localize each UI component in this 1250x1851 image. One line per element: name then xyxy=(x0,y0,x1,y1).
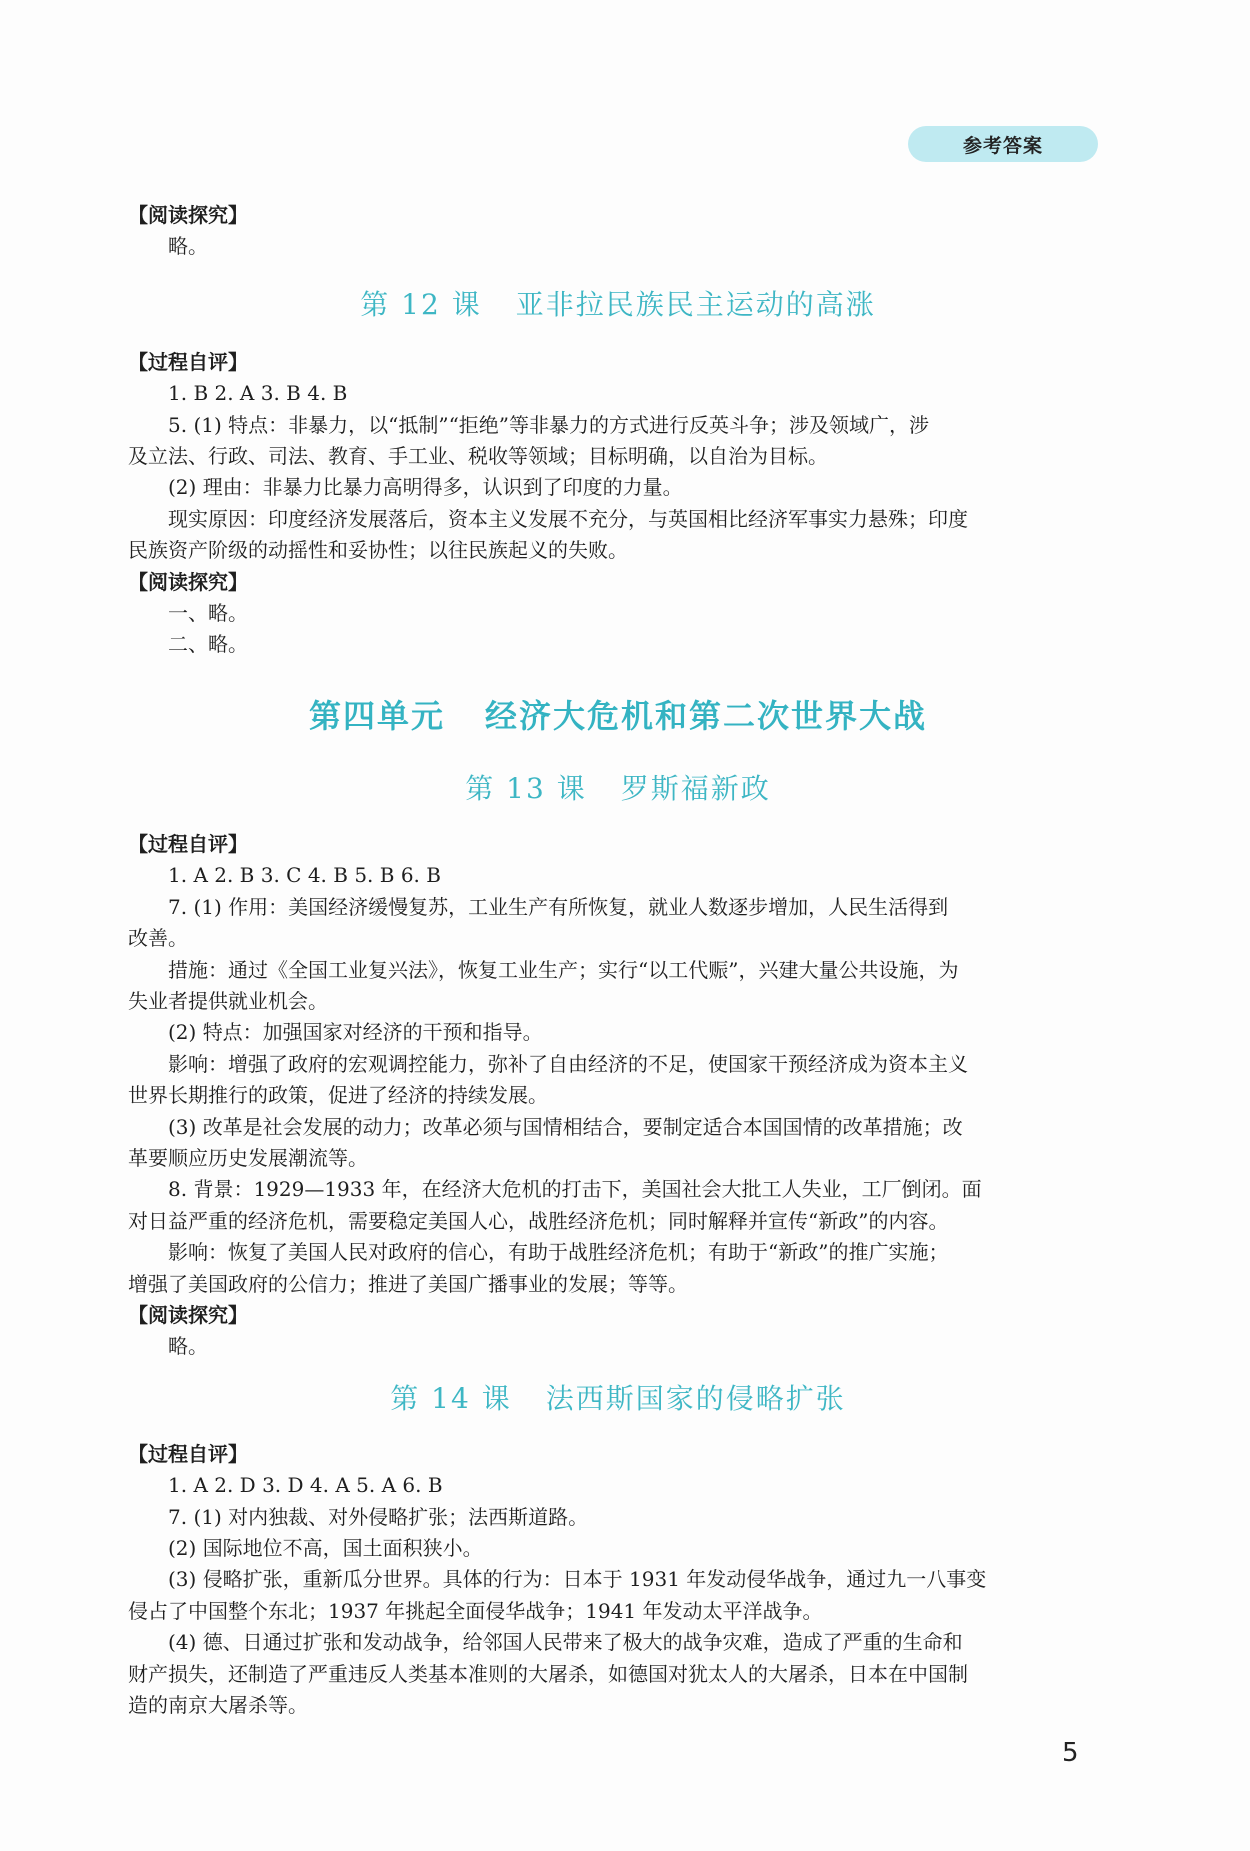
lesson-13-title: 罗斯福新政 xyxy=(620,771,771,805)
answer-text: 措施：通过《全国工业复兴法》，恢复工业生产；实行“以工代赈”，兴建大量公共设施，为 xyxy=(168,957,959,982)
answers-line: 1. A 2. D 3. D 4. A 5. A 6. B xyxy=(168,1473,443,1498)
answer-text: 侵占了中国整个东北；1937 年挑起全面侵华战争；1941 年发动太平洋战争。 xyxy=(128,1598,823,1623)
reading-text: 二、略。 xyxy=(168,632,248,657)
reading-label: 【阅读探究】 xyxy=(128,569,248,594)
answer-text: 对日益严重的经济危机，需要稳定美国人心，战胜经济危机；同时解释并宣传“新政”的内容。 xyxy=(128,1208,949,1233)
answer-text: 民族资产阶级的动摇性和妥协性；以往民族起义的失败。 xyxy=(128,538,628,563)
answer-text: 影响：增强了政府的宏观调控能力，弥补了自由经济的不足，使国家干预经济成为资本主义 xyxy=(168,1051,968,1076)
answer-text: 现实原因：印度经济发展落后，资本主义发展不充分，与英国相比经济军事实力悬殊；印度 xyxy=(168,506,968,531)
lesson-14-heading xyxy=(128,1377,1108,1421)
answer-text: 及立法、行政、司法、教育、手工业、税收等领域；目标明确，以自治为目标。 xyxy=(128,444,828,469)
answer-key-tab-label: 参考答案 xyxy=(962,134,1043,157)
self-eval-label: 【过程自评】 xyxy=(128,831,248,856)
answer-text: (2) 理由：非暴力比暴力高明得多，认识到了印度的力量。 xyxy=(168,475,683,500)
answer-text: 失业者提供就业机会。 xyxy=(128,988,328,1013)
page-number: 5 xyxy=(1062,1738,1079,1768)
answer-text: 世界长期推行的政策，促进了经济的持续发展。 xyxy=(128,1083,548,1108)
reading-label: 【阅读探究】 xyxy=(128,203,248,227)
unit-4-title: 经济大危机和第二次世界大战 xyxy=(485,696,928,735)
unit-4-number: 第四单元 xyxy=(308,696,445,735)
answer-text: 5. (1) 特点：非暴力，以“抵制”“拒绝”等非暴力的方式进行反英斗争；涉及领域广，涉 xyxy=(168,412,930,437)
answer-key-tab xyxy=(908,126,1098,162)
lesson-12-number: 第 12 课 xyxy=(360,287,482,321)
answer-text: 增强了美国政府的公信力；推进了美国广播事业的发展；等等。 xyxy=(128,1271,688,1296)
answer-text: (3) 改革是社会发展的动力；改革必须与国情相结合，要制定适合本国国情的改革措施；改 xyxy=(168,1114,963,1139)
answer-text: (4) 德、日通过扩张和发动战争，给邻国人民带来了极大的战争灾难，造成了严重的生命和 xyxy=(168,1630,963,1655)
self-eval-label: 【过程自评】 xyxy=(128,349,248,374)
lesson-12-heading xyxy=(128,283,1108,327)
answer-text: 影响：恢复了美国人民对政府的信心，有助于战胜经济危机；有助于“新政”的推广实施； xyxy=(168,1240,949,1265)
answer-text: 7. (1) 对内独裁、对外侵略扩张；法西斯道路。 xyxy=(168,1504,589,1529)
answer-text: (2) 特点：加强国家对经济的干预和指导。 xyxy=(168,1020,543,1045)
reading-label: 【阅读探究】 xyxy=(128,1302,248,1327)
answer-text: 7. (1) 作用：美国经济缓慢复苏，工业生产有所恢复，就业人数逐步增加，人民生活得到 xyxy=(168,894,949,919)
answer-text: 8. 背景：1929—1933 年，在经济大危机的打击下，美国社会大批工人失业，工厂倒闭。面 xyxy=(168,1177,982,1202)
lesson-14-title: 法西斯国家的侵略扩张 xyxy=(545,1381,846,1415)
reading-text: 一、略。 xyxy=(168,601,248,626)
lesson-12-title: 亚非拉民族民主运动的高涨 xyxy=(515,287,876,321)
answers-line: 1. B 2. A 3. B 4. B xyxy=(168,381,348,406)
answer-text: 革要顺应历史发展潮流等。 xyxy=(128,1145,368,1170)
lesson-13-number: 第 13 课 xyxy=(465,771,587,805)
answers-line: 1. A 2. B 3. C 4. B 5. B 6. B xyxy=(168,863,441,888)
answer-text: 改善。 xyxy=(128,926,188,951)
lesson-14-number: 第 14 课 xyxy=(390,1381,512,1415)
answer-text: (2) 国际地位不高，国土面积狭小。 xyxy=(168,1536,483,1560)
unit-4-heading xyxy=(128,691,1108,735)
answer-text: 财产损失，还制造了严重违反人类基本准则的大屠杀，如德国对犹太人的大屠杀，日本在中国制 xyxy=(128,1661,968,1686)
answer-text: 造的南京大屠杀等。 xyxy=(128,1693,308,1718)
page-content xyxy=(128,200,1108,1721)
reading-text: 略。 xyxy=(168,1334,208,1359)
lesson-13-heading xyxy=(128,767,1108,811)
self-eval-label: 【过程自评】 xyxy=(128,1441,248,1466)
reading-text: 略。 xyxy=(168,234,208,259)
answer-text: (3) 侵略扩张，重新瓜分世界。具体的行为：日本于 1931 年发动侵华战争，通过九一八事变 xyxy=(168,1567,987,1592)
